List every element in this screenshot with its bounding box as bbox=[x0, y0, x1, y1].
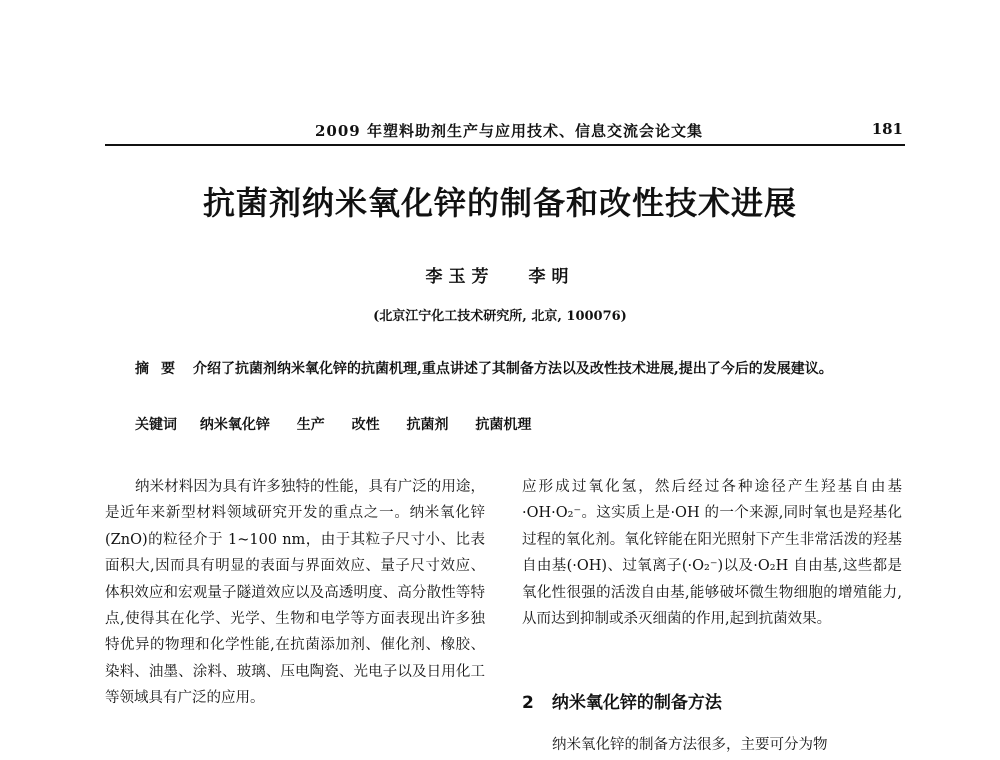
journal-title: 2009 年塑料助剂生产与应用技术、信息交流会论文集 bbox=[315, 122, 703, 140]
section-paragraph: 纳米氧化锌的制备方法很多，主要可分为物 bbox=[552, 737, 828, 753]
running-header bbox=[105, 116, 905, 146]
left-column bbox=[105, 474, 485, 712]
keyword: 改性 bbox=[351, 417, 380, 433]
author-name: 李玉芳 bbox=[425, 267, 495, 287]
section-title: 纳米氧化锌的制备方法 bbox=[551, 693, 722, 713]
keyword: 抗菌机理 bbox=[475, 417, 532, 433]
keywords bbox=[135, 414, 553, 434]
keyword: 纳米氧化锌 bbox=[199, 417, 270, 433]
keywords-label: 关键词 bbox=[135, 417, 177, 433]
right-column bbox=[522, 474, 902, 632]
page-number: 181 bbox=[871, 120, 903, 138]
body-paragraph: 纳米材料因为具有许多独特的性能，具有广泛的用途，是近年来新型材料领域研究开发的重点之一。纳米氧化锌(ZnO)的粒径介于 1~100 nm，由于其粒子尺寸小、比表面积大,因而具有明显的表面与界面效应、量子尺寸效应、体积效应和宏观量子隧道效应以及高透明度、高分散性等特点,使得其在化学、光学、生物和电学等方面表现出许多独特优异的物理和化学性能,在抗菌添加剂、催化剂、橡胶、染料、油墨、涂料、玻璃、压电陶瓷、光电子以及日用化工等领域具有广泛的应用。 bbox=[105, 479, 485, 707]
section-heading bbox=[522, 688, 722, 713]
affiliation: (北京江宁化工技术研究所, 北京, 100076) bbox=[373, 309, 627, 324]
keyword: 生产 bbox=[296, 417, 325, 433]
section-number: 2 bbox=[522, 693, 534, 713]
body-paragraph: 应形成过氧化氢，然后经过各种途径产生羟基自由基·OH·O₂⁻。这实质上是·OH 的一个来源,同时氧也是羟基化过程的氧化剂。氧化锌能在阳光照射下产生非常活泼的羟基自由基(·OH)、过氧离子(·O₂⁻)以及·O₂H 自由基,这些都是氧化性很强的活泼自由基,能够破坏微生物细胞的增殖能力,从而达到抑制或杀灭细菌的作用,起到抗菌效果。 bbox=[522, 479, 902, 628]
keyword: 抗菌剂 bbox=[406, 417, 449, 433]
abstract bbox=[105, 356, 905, 382]
author-list bbox=[0, 262, 1000, 287]
paper-title: 抗菌剂纳米氧化锌的制备和改性技术进展 bbox=[202, 184, 797, 222]
author-name: 李明 bbox=[528, 267, 575, 287]
abstract-label: 摘要 bbox=[135, 361, 187, 377]
abstract-text: 介绍了抗菌剂纳米氧化锌的抗菌机理,重点讲述了其制备方法以及改性技术进展,提出了今后的发展建议。 bbox=[193, 361, 833, 377]
